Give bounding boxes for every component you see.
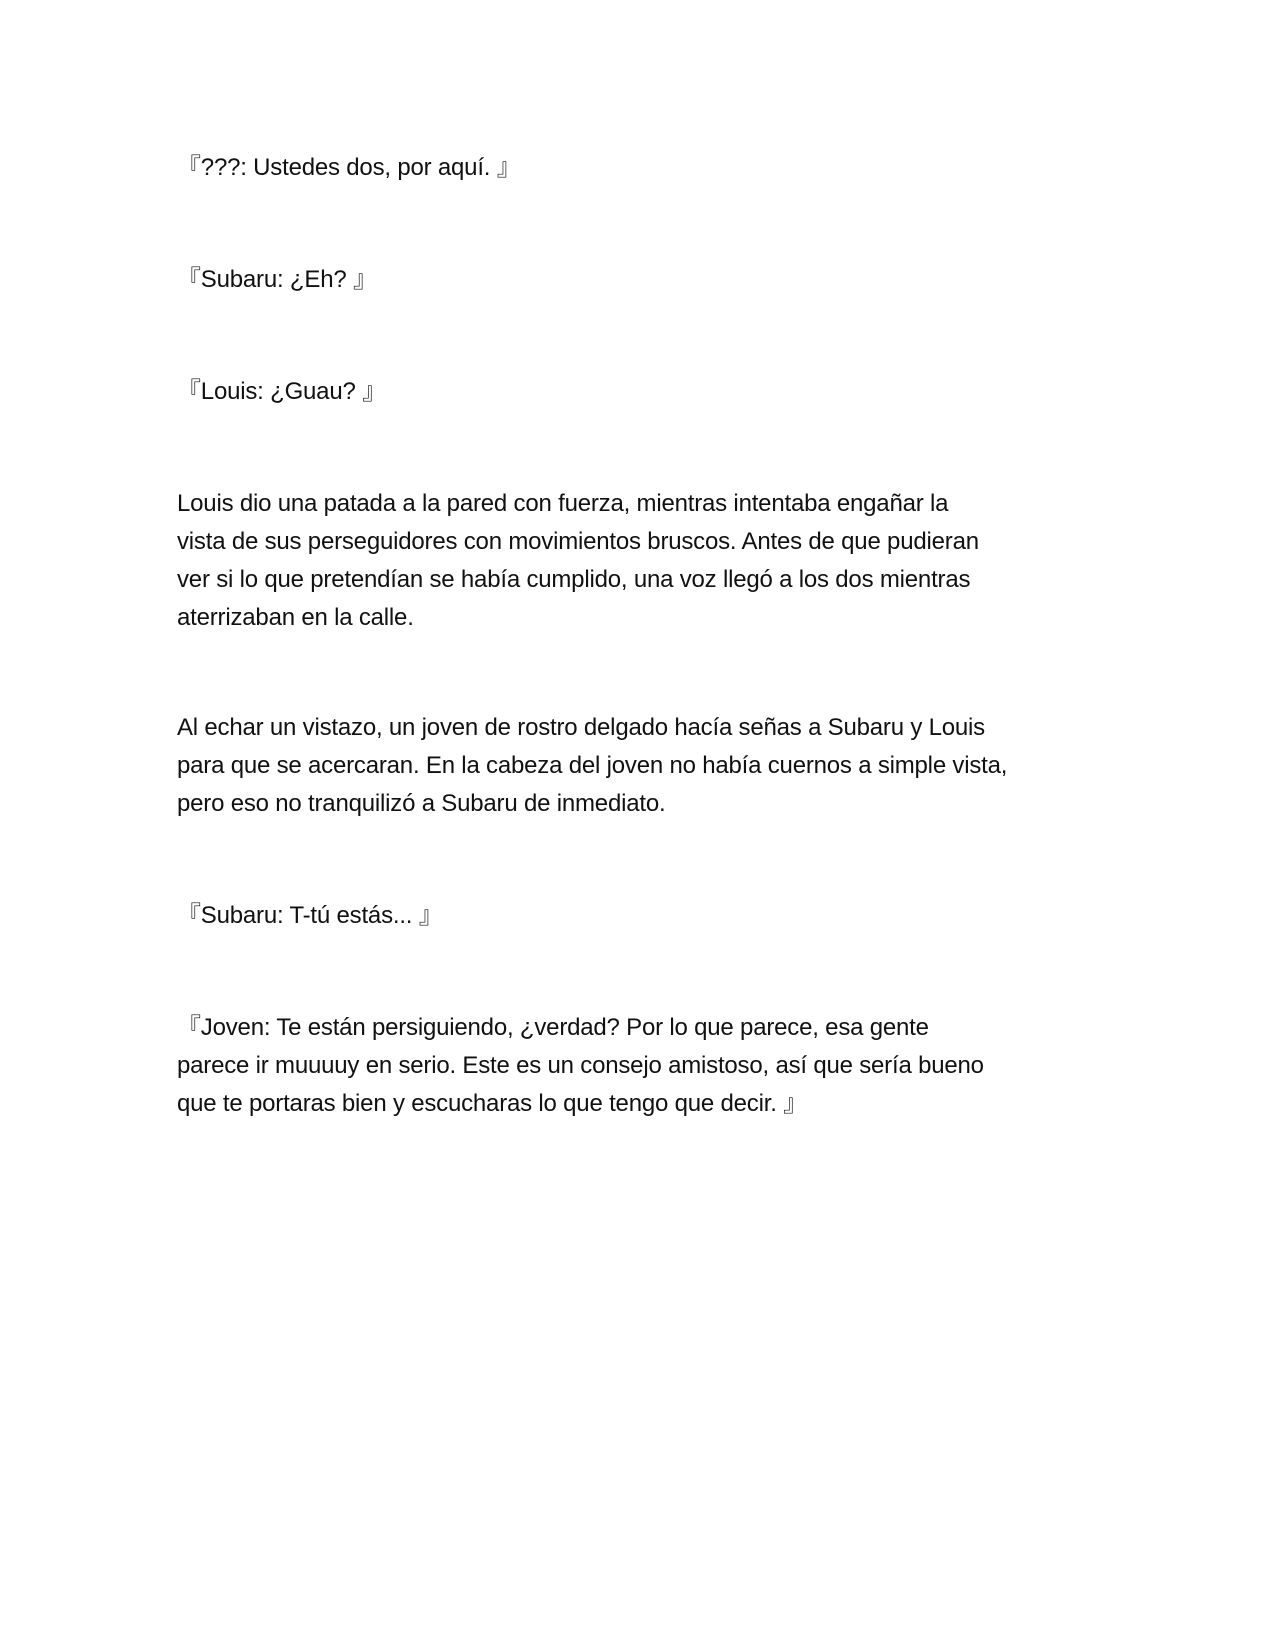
dialogue-line-joven: 『Joven: Te están persiguiendo, ¿verdad? Por lo que parece, esa gente parece ir muuuuy en serio. Este es un consejo amistoso, así que sería bueno que te portaras bien y escucharas lo que tengo que decir. 』 [177, 1014, 984, 1117]
dialogue-line-stranger: 『???: Ustedes dos, por aquí. 』 [177, 154, 521, 181]
narration-paragraph-kick: Louis dio una patada a la pared con fuerza, mientras intentaba engañar la vista de sus perseguidores con movimientos bruscos. Antes de que pudieran ver si lo que pretendían se había cumplido, una voz llegó a los dos mientras aterrizaban en la calle. [177, 490, 979, 631]
dialogue-line-subaru-tu: 『Subaru: T-tú estás... 』 [177, 902, 443, 929]
narration-paragraph-young-man: Al echar un vistazo, un joven de rostro delgado hacía señas a Subaru y Louis para que se acercaran. En la cabeza del joven no había cuernos a simple vista, pero eso no tranquilizó a Subaru de inmediato. [177, 714, 1008, 817]
dialogue-line-subaru-eh: 『Subaru: ¿Eh? 』 [177, 266, 377, 293]
dialogue-line-louis: 『Louis: ¿Guau? 』 [177, 378, 386, 405]
